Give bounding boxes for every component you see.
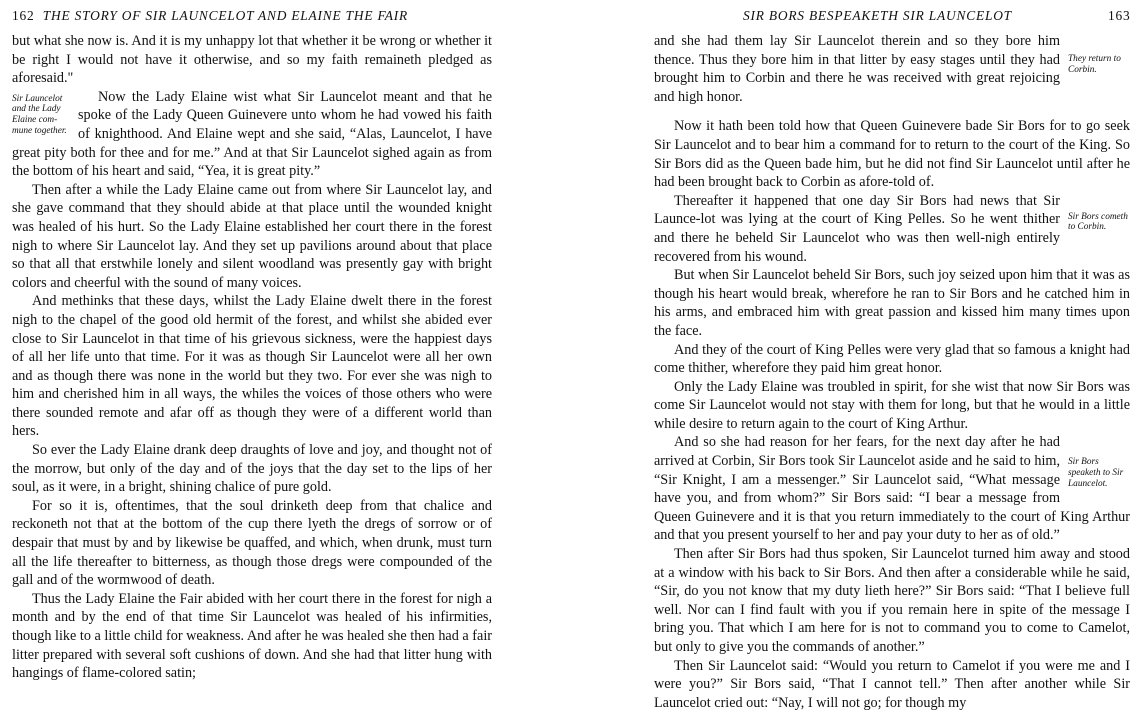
right-body-text [654,32,1130,712]
left-running-head [12,8,408,26]
left-paragraph: So ever the Lady Elaine drank deep draughts of love and joy, and thought not of the morrow, but only of the day and of the joys that the day set to the lips of her soul, as it were, in a bright, shining chalice of pure gold. [12,442,492,496]
right-paragraph: And so she had reason for her fears, for the next day after he had arrived at Corbin, Sir Bors took Sir Launcelot aside and he said to him, “Sir Knight, I am a messenger.” Sir Launcelot said, “What message have you, and from whom?” Sir Bors said: “I bear a message from Queen Guinevere and it is that you return immediately to the court of King Arthur and that you present yourself to her and pay your duty to her as of old.” [654,434,1130,544]
left-paragraph: Then after a while the Lady Elaine came out from where Sir Launcelot lay, and she gave command that they should abide at that place until the wounded knight was healed of his hurt. So the Lady Elaine established her court there in the forest nigh to where Sir Launcelot lay. And they set up pavilions around about that place so that all that erstwhile lonely and silent woodland was presently gay with bright colors and cheerful with the sound of many voices. [12,181,492,291]
left-paragraph: Now the Lady Elaine wist what Sir Launcelot meant and that he spoke of the Lady Queen Guinevere unto whom he had vowed his faith of knighthood. And Elaine wept and she said, “Alas, Launcelot, I have great pity both for thee and for me.” And at that Sir Launcelot sighed again as from the bottom of his heart and said, “Yea, it is great pity.” [12,88,492,180]
left-margin-note: Sir Launcelot and the Lady Elaine com-mune together. [12,93,67,136]
right-paragraph: Only the Lady Elaine was troubled in spirit, for she wist that now Sir Bors was come Sir Launcelot would not stay with them for long, but that he would in a little while desire to return again to the court of King Arthur. [654,378,1130,432]
right-paragraph: Then after Sir Bors had thus spoken, Sir Launcelot turned him away and stood at a window with his back to Sir Bors. And then after a considerable while he said, “Sir, do you not know that my duty lieth here?” Sir Bors said: “That I believe full well. Nor can I find fault with you if you remain here in spite of the message I bring you. That which I am here for is not to command you to come to Camelot, but only to give you the commands of another.” [654,546,1130,655]
right-paragraph: Thereafter it happened that one day Sir Bors had news that Sir Launce-lot was lying at the court of King Pelles. So he went thither and there he beheld Sir Launcelot who was then well-nigh entirely recovered from his wound. [654,192,1060,265]
right-page-number-wrap [1108,8,1131,26]
left-paragraph: And methinks that these days, whilst the Lady Elaine dwelt there in the forest nigh to the chapel of the good old hermit of the forest, and whilst she abided ever close to Sir Launcelot in that time of his grievous sickness, were the happiest days of all her life unto that time. For it was as though Sir Launcelot were all her own and as though there was none in the world but they two. For ever she was nigh to him and cherished him in all ways, the whiles the voices of those others who were there sounded remote and afar off as though they were of a different world than hers. [12,293,492,440]
right-margin-note: Sir Bors speaketh to Sir Launcelot. [1068,457,1124,489]
left-page-number: 162 [12,8,35,23]
right-paragraph: Now it hath been told how that Queen Guinevere bade Sir Bors for to go seek Sir Launcelot and to bear him a command for to return to the court of the King. So Sir Bors did as the Queen bade him, but he did not find Sir Launcelot until after he had been brought back to Corbin as afore-told of. [654,118,1130,191]
right-page [573,0,1146,720]
right-paragraph: and she had them lay Sir Launcelot therein and so they bore him thence. Thus they bore him in that litter by easy stages until they had brought him to Corbin and there he was received with great rejoicing and high honor. [654,33,1060,105]
left-running-title: THE STORY OF SIR LAUNCELOT AND ELAINE THE FAIR [42,8,408,23]
right-running-head [743,8,1012,26]
right-paragraph: Then Sir Launcelot said: “Would you return to Camelot if you were me and I were you?” Sir Bors said, “That I cannot tell.” Then after another while Sir Launcelot cried out: “Nay, I will not go; for though my [654,657,1130,711]
left-body-text [12,32,492,683]
right-running-title: SIR BORS BESPEAKETH SIR LAUNCELOT [743,8,1012,23]
right-page-number: 163 [1108,8,1131,23]
right-paragraph: But when Sir Launcelot beheld Sir Bors, such joy seized upon him that it was as though his heart would break, wherefore he ran to Sir Bors and he catched him in his arms, and embraced him with great passion and kissed him many times upon the face. [654,267,1130,339]
right-margin-note: They return to Corbin. [1068,54,1121,75]
left-paragraph: Thus the Lady Elaine the Fair abided with her court there in the forest for nigh a month and by the end of that time Sir Launcelot was healed of his infirmities, though like to a little child for weakness. And after he was healed she then had a fair litter prepared with several soft cushions of down. And she had that litter hung with hangings of flame-colored satin; [12,590,492,682]
left-paragraph: For so it is, oftentimes, that the soul drinketh deep from that chalice and reckoneth not that at the bottom of the cup there lyeth the dregs of sorrow or of despair that must by and by likewise be quaffed, and which, when drunk, must turn all the life thereafter to bitterness, as though those dregs were compounded of the gall and of the wormwood of death. [12,497,492,589]
right-margin-note: Sir Bors cometh to Corbin. [1068,211,1128,233]
left-paragraph: but what she now is. And it is my unhappy lot that whether it be wrong or whether it be right I would not have it otherwise, and so my faith remaineth pledged as aforesaid." [12,33,492,87]
right-paragraph: And they of the court of King Pelles were very glad that so famous a knight had come thither, wherefore they paid him great honor. [654,341,1130,377]
